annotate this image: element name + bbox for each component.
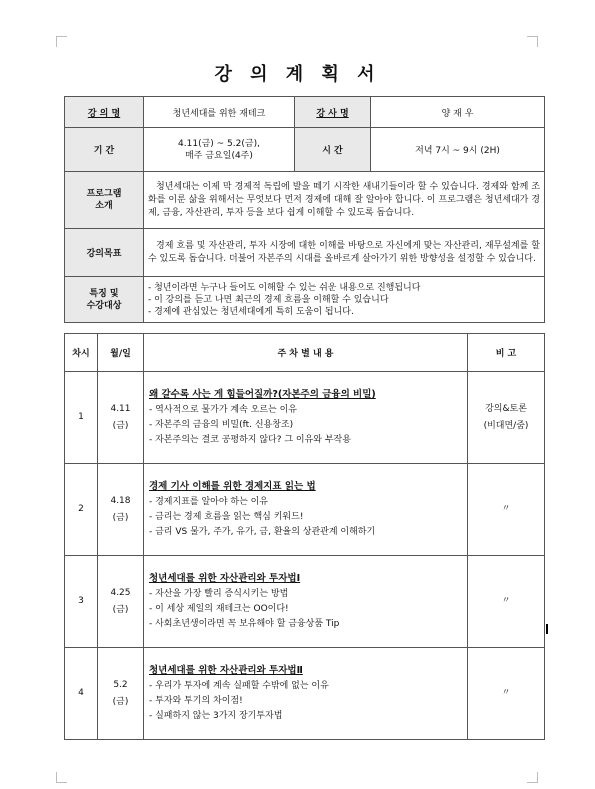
period-row bbox=[65, 128, 545, 172]
feature-label: 특징 및 수강대상 bbox=[65, 277, 144, 323]
session-number: 1 bbox=[65, 372, 98, 464]
instructor-label-cell bbox=[295, 97, 371, 128]
session-date bbox=[98, 648, 144, 740]
page-corner-mark-top-left bbox=[56, 36, 67, 47]
period-value: 4.11(금) ~ 5.2(금), 매주 금요일(4주) bbox=[144, 128, 295, 172]
plan-row-4 bbox=[65, 648, 545, 740]
page-corner-mark-bottom-left bbox=[56, 772, 67, 783]
course-name-row bbox=[65, 97, 545, 128]
session-day: (금) bbox=[112, 420, 129, 431]
time-value: 저녁 7시 ~ 9시 (2H) bbox=[371, 128, 545, 172]
session-note: 〃 bbox=[468, 648, 545, 740]
session-day: (금) bbox=[112, 512, 129, 523]
goal-label: 강의목표 bbox=[65, 229, 144, 277]
content-header: 주 차 별 내 용 bbox=[144, 334, 468, 372]
session-note: 〃 bbox=[468, 464, 545, 556]
session-date-value: 4.18 bbox=[110, 495, 131, 506]
plan-row-1 bbox=[65, 372, 545, 464]
program-label: 프로그램 소개 bbox=[65, 172, 144, 229]
session-content bbox=[144, 556, 468, 648]
feature-item: - 청년이라면 누구나 들어도 이해할 수 있는 쉬운 내용으로 진행됩니다 bbox=[148, 282, 421, 293]
session-note: 강의&토론 (비대면/줌) bbox=[468, 372, 545, 464]
course-name: 청년세대를 위한 재테크 bbox=[144, 97, 295, 128]
program-row bbox=[65, 172, 545, 229]
note-header: 비 고 bbox=[468, 334, 545, 372]
session-item: - 자산을 가장 빨리 증식시키는 방법 bbox=[149, 589, 289, 599]
session-item: - 이 세상 제일의 재테크는 OO이다! bbox=[149, 604, 289, 614]
goal-row bbox=[65, 229, 545, 277]
program-description: 청년세대는 이제 막 경제적 독립에 발을 떼기 시작한 새내기들이라 할 수 있습니다. 경제와 함께 조화를 이룬 삶을 위해서는 무엇보다 먼저 경제에 대해 잘 알아야 합니다. 이 프로그램은 청년세대가 경제, 금융, 자산관리, 투자 등을 보다 쉽게 이해할 수 있도록 돕습니다. bbox=[144, 172, 545, 229]
document-title: 강 의 계 획 서 bbox=[214, 64, 381, 85]
session-date-value: 5.2 bbox=[113, 679, 128, 690]
session-day: (금) bbox=[112, 696, 129, 707]
instructor-name: 양 재 우 bbox=[371, 97, 545, 128]
session-title: 청년세대를 위한 자산관리와 투자법Ⅰ bbox=[149, 573, 301, 584]
period-label: 기 간 bbox=[65, 128, 144, 172]
feature-item: - 이 강의를 듣고 나면 최근의 경제 흐름을 이해할 수 있습니다 bbox=[148, 294, 389, 305]
session-note: 〃 bbox=[468, 556, 545, 648]
session-date-value: 4.11 bbox=[110, 403, 131, 414]
feature-list bbox=[144, 277, 545, 323]
plan-header-row bbox=[65, 334, 545, 372]
feature-item: - 경제에 관심있는 청년세대에게 특히 도움이 됩니다. bbox=[148, 306, 354, 317]
feature-row bbox=[65, 277, 545, 323]
session-date-value: 4.25 bbox=[110, 587, 131, 598]
session-number: 3 bbox=[65, 556, 98, 648]
instructor-label: 강 사 명 bbox=[316, 108, 349, 119]
session-item: - 역사적으로 물가가 계속 오르는 이유 bbox=[149, 405, 297, 415]
session-number: 2 bbox=[65, 464, 98, 556]
session-day: (금) bbox=[112, 604, 129, 615]
session-date bbox=[98, 556, 144, 648]
session-title: 청년세대를 위한 자산관리와 투자법Ⅱ bbox=[149, 665, 303, 676]
session-content bbox=[144, 372, 468, 464]
session-item: - 사회초년생이라면 꼭 보유해야 할 금융상품 Tip bbox=[149, 619, 340, 629]
session-title: 왜 갈수록 사는 게 힘들어질까?(자본주의 금융의 비밀) bbox=[149, 389, 376, 400]
session-item: - 실패하지 않는 3가지 장기투자법 bbox=[149, 711, 283, 721]
session-item: - 금리 VS 물가, 주가, 유가, 금, 환율의 상관관계 이해하기 bbox=[149, 527, 376, 537]
plan-row-2 bbox=[65, 464, 545, 556]
session-item: - 우리가 투자에 계속 실패할 수밖에 없는 이유 bbox=[149, 681, 329, 691]
course-name-label-cell bbox=[65, 97, 144, 128]
session-item: - 금리는 경제 흐름을 읽는 핵심 키워드! bbox=[149, 512, 304, 522]
session-date bbox=[98, 464, 144, 556]
session-title: 경제 기사 이해를 위한 경제지표 읽는 법 bbox=[149, 481, 316, 492]
weekly-plan-table bbox=[64, 333, 545, 740]
page-corner-mark-bottom-right bbox=[527, 772, 538, 783]
course-info-table bbox=[64, 96, 545, 323]
session-item: - 경제지표를 알아야 하는 이유 bbox=[149, 497, 269, 507]
session-item: - 투자와 투기의 차이점! bbox=[149, 696, 243, 706]
goal-description: 경제 흐름 및 자산관리, 투자 시장에 대한 이해를 바탕으로 자신에게 맞는 자산관리, 재무설계를 할 수 있도록 돕습니다. 더불어 자본주의 시대를 올바르게 살아가기 위한 방향성을 설정할 수 있습니다. bbox=[144, 229, 545, 277]
session-item: - 자본주의 금융의 비밀(ft. 신용창조) bbox=[149, 420, 294, 430]
page-corner-mark-top-right bbox=[527, 36, 538, 47]
session-item: - 자본주의는 결코 공평하지 않다? 그 이유와 부작용 bbox=[149, 435, 351, 445]
session-content bbox=[144, 464, 468, 556]
session-number: 4 bbox=[65, 648, 98, 740]
session-date bbox=[98, 372, 144, 464]
date-header: 월/일 bbox=[98, 334, 144, 372]
session-content bbox=[144, 648, 468, 740]
plan-row-3 bbox=[65, 556, 545, 648]
session-header: 차시 bbox=[65, 334, 98, 372]
course-name-label: 강 의 명 bbox=[87, 108, 121, 119]
text-cursor bbox=[546, 624, 548, 634]
time-label: 시 간 bbox=[295, 128, 371, 172]
